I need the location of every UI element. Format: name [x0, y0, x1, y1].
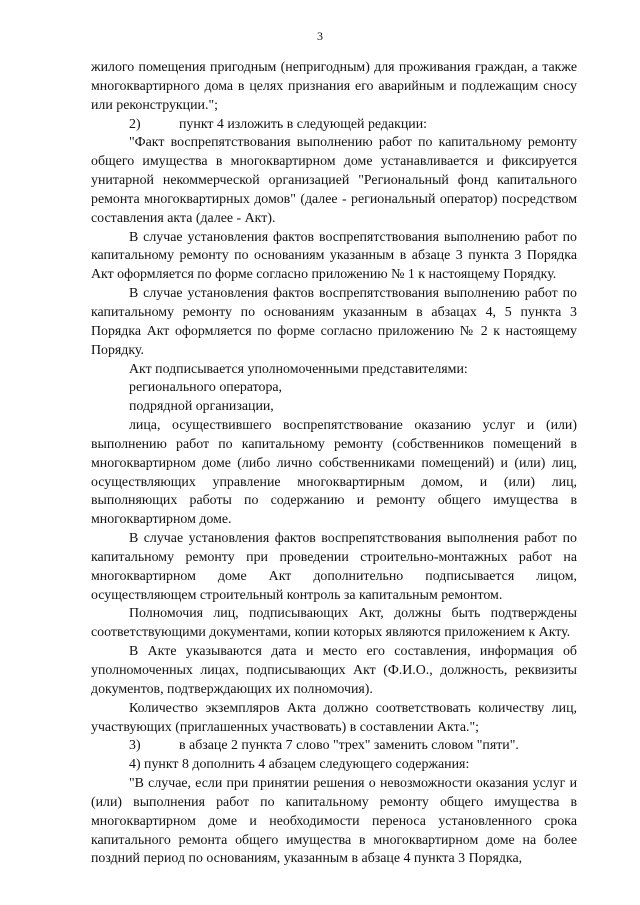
document-body	[91, 59, 577, 869]
paragraph: подрядной организации,	[129, 399, 274, 415]
paragraph-text: в абзаце 2 пункта 7 слово "трех" заменить словом "пяти".	[179, 738, 519, 754]
paragraph: В случае установления фактов воспрепятствования выполнению работ по капитальному ремонту по основаниям указанным в абзацах 4, 5 пункта 3 Порядка Акт оформляется по форме согласно приложению № 2 к настоящему Порядку.	[91, 286, 577, 358]
paragraph: В случае установления фактов воспрепятствования выполнения работ по капитальному ремонту при проведении строительно-монтажных работ на многоквартирном доме Акт дополнительно подписывается лицом, осуществляющем строительный контроль за капитальным ремонтом.	[91, 531, 577, 603]
numbered-paragraph	[91, 116, 577, 135]
page-number: 3	[317, 29, 323, 43]
paragraph: В случае установления фактов воспрепятствования выполнению работ по капитальному ремонту по основаниям указанным в абзаце 3 пункта 3 Порядка Акт оформляется по форме согласно приложению № 1 к настоящему Порядку.	[91, 229, 577, 283]
paragraph: регионального оператора,	[129, 380, 283, 396]
paragraph: В Акте указываются дата и место его составления, информация об уполномоченных лицах, подписывающих Акт (Ф.И.О., должность, реквизиты документов, подтверждающих их полномочия).	[91, 644, 577, 697]
paragraph: Полномочия лиц, подписывающих Акт, должны быть подтверждены соответствующими документами, копии которых являются приложением к Акту.	[91, 606, 577, 641]
list-number: 2)	[129, 116, 141, 132]
paragraph: Акт подписывается уполномоченными представителями:	[129, 361, 468, 377]
paragraph: "В случае, если при принятии решения о невозможности оказания услуг и (или) выполнения работ по капитальному ремонту общего имущества в многоквартирном доме и необходимости переноса установленного срока капитального ремонта общего имущества в многоквартирном доме на более поздний период по основаниям, указанным в абзаце 4 пункта 3 Порядка,	[91, 776, 577, 867]
paragraph: 4) пункт 8 дополнить 4 абзацем следующего содержания:	[129, 757, 470, 773]
paragraph-text: пункт 4 изложить в следующей редакции:	[179, 116, 428, 132]
paragraph: "Факт воспрепятствования выполнению работ по капитальному ремонту общего имущества в многоквартирном доме устанавливается и фиксируется унитарной некоммерческой организацией "Региональный фонд капитального ремонта многоквартирных домов" (далее - региональный оператор) посредством составления акта (далее - Акт).	[91, 135, 577, 226]
numbered-paragraph	[91, 737, 577, 756]
paragraph: лица, осуществившего воспрепятствование оказанию услуг и (или) выполнению работ по капитальному ремонту (собственников помещений в многоквартирном доме (либо лично собственниками помещений) и (или) лиц, осуществляющих управление многоквартирным домом, и (или) лиц, выполняющих работы по содержанию и ремонту общего имущества в многоквартирном доме.	[91, 418, 577, 528]
paragraph: Количество экземпляров Акта должно соответствовать количеству лиц, участвующих (приглашенных участвовать) в составлении Акта.";	[91, 700, 577, 735]
paragraph: жилого помещения пригодным (непригодным) для проживания граждан, а также многоквартирного дома в целях признания его аварийным и подлежащим сносу или реконструкции.";	[91, 60, 577, 113]
list-number: 3)	[129, 738, 141, 754]
